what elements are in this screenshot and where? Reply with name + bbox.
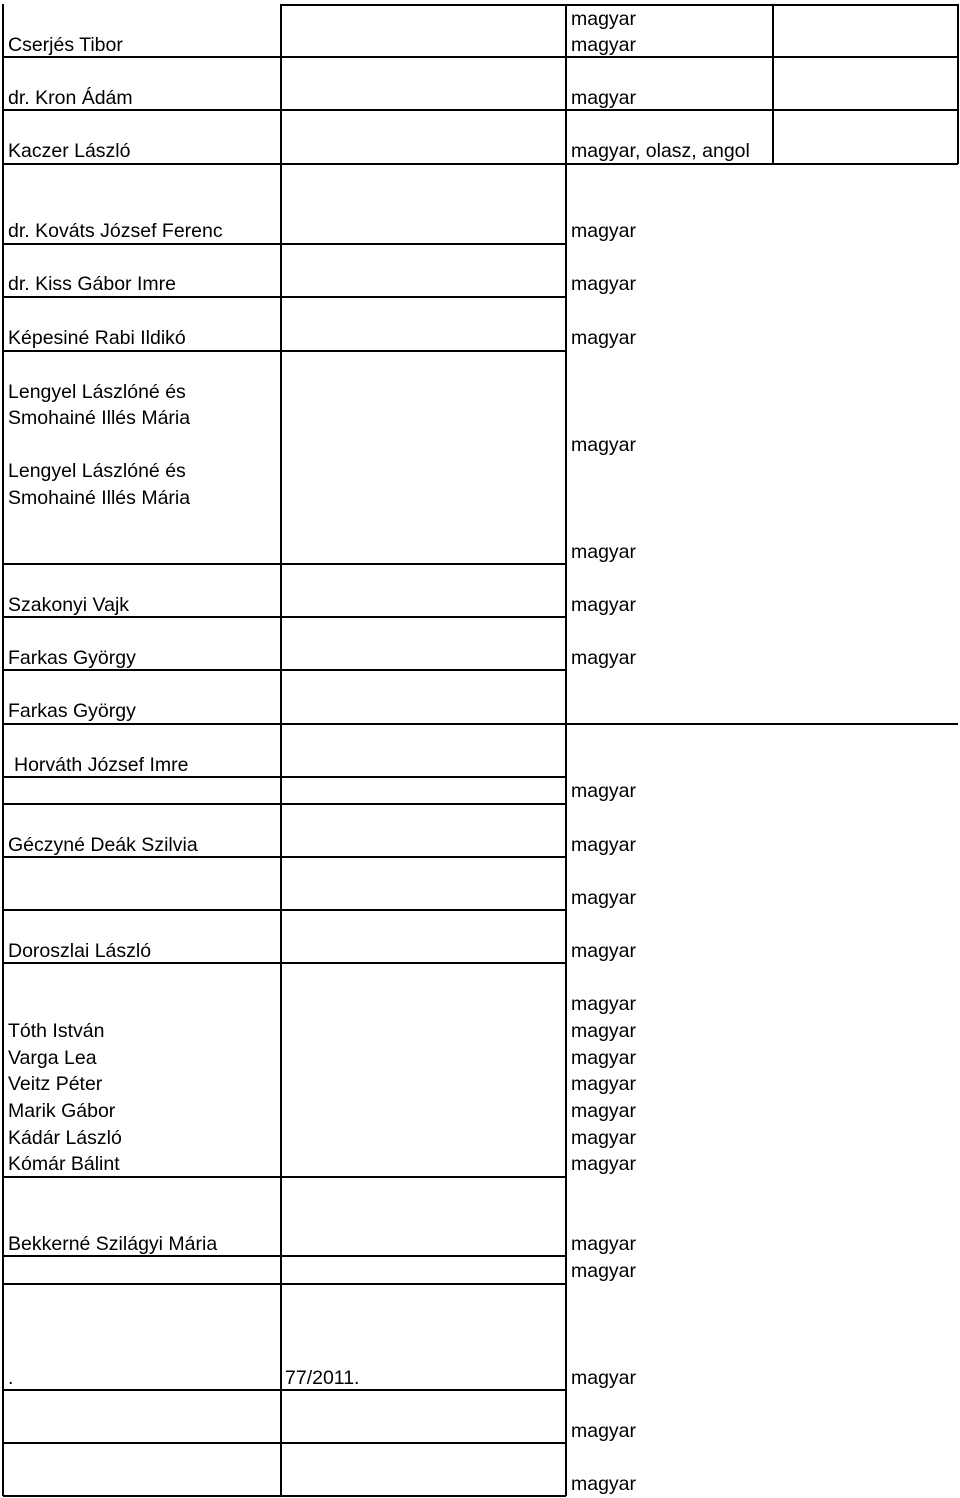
name-cell: dr. Kron Ádám — [8, 87, 133, 109]
language-cell: magyar — [571, 34, 637, 56]
language-cell: magyar — [571, 1047, 637, 1069]
name-cell: Doroszlai László — [8, 940, 152, 962]
name-cell: Géczyné Deák Szilvia — [8, 834, 198, 856]
language-cell: magyar — [571, 541, 637, 563]
name-cell: . — [8, 1367, 14, 1389]
name-cell: Cserjés Tibor — [8, 34, 123, 56]
name-cell: Kómár Bálint — [8, 1153, 120, 1175]
language-cell: magyar — [571, 220, 637, 242]
language-cell: magyar — [571, 1153, 637, 1175]
name-cell: Lengyel Lászlóné és — [8, 381, 186, 403]
language-cell: magyar — [571, 1473, 637, 1495]
language-cell: magyar — [571, 273, 637, 295]
name-cell: Veitz Péter — [8, 1073, 103, 1095]
name-cell: Bekkerné Szilágyi Mária — [8, 1233, 218, 1255]
name-cell: Farkas György — [8, 647, 136, 669]
name-cell: dr. Kiss Gábor Imre — [8, 273, 176, 295]
language-cell: magyar — [571, 1020, 637, 1042]
name-cell: Szakonyi Vajk — [8, 594, 130, 616]
name-cell: Kaczer László — [8, 140, 131, 162]
language-cell: magyar — [571, 434, 637, 456]
language-cell: magyar — [571, 1233, 637, 1255]
name-cell: Varga Lea — [8, 1047, 97, 1069]
language-cell: magyar — [571, 780, 637, 802]
language-cell: magyar — [571, 1367, 637, 1389]
name-cell: dr. Kováts József Ferenc — [8, 220, 223, 242]
name-cell: Lengyel Lászlóné és — [8, 460, 186, 482]
language-cell: magyar, olasz, angol — [571, 140, 750, 162]
name-cell: Horváth József Imre — [14, 754, 189, 776]
name-cell: Smohainé Illés Mária — [8, 407, 191, 429]
language-cell: magyar — [571, 940, 637, 962]
language-cell: magyar — [571, 1420, 637, 1442]
name-cell: Marik Gábor — [8, 1100, 116, 1122]
name-cell: Képesiné Rabi Ildikó — [8, 327, 186, 349]
language-cell: magyar — [571, 887, 637, 909]
language-cell: magyar — [571, 8, 637, 30]
name-cell: Kádár László — [8, 1127, 122, 1149]
language-cell: magyar — [571, 647, 637, 669]
name-cell: Farkas György — [8, 700, 136, 722]
number-cell: 77/2011. — [285, 1367, 360, 1389]
language-cell: magyar — [571, 327, 637, 349]
language-cell: magyar — [571, 594, 637, 616]
language-cell: magyar — [571, 1073, 637, 1095]
language-cell: magyar — [571, 1127, 637, 1149]
language-cell: magyar — [571, 834, 637, 856]
name-cell: Tóth István — [8, 1020, 105, 1042]
language-cell: magyar — [571, 1100, 637, 1122]
language-cell: magyar — [571, 87, 637, 109]
language-cell: magyar — [571, 993, 637, 1015]
language-cell: magyar — [571, 1260, 637, 1282]
name-cell: Smohainé Illés Mária — [8, 487, 191, 509]
